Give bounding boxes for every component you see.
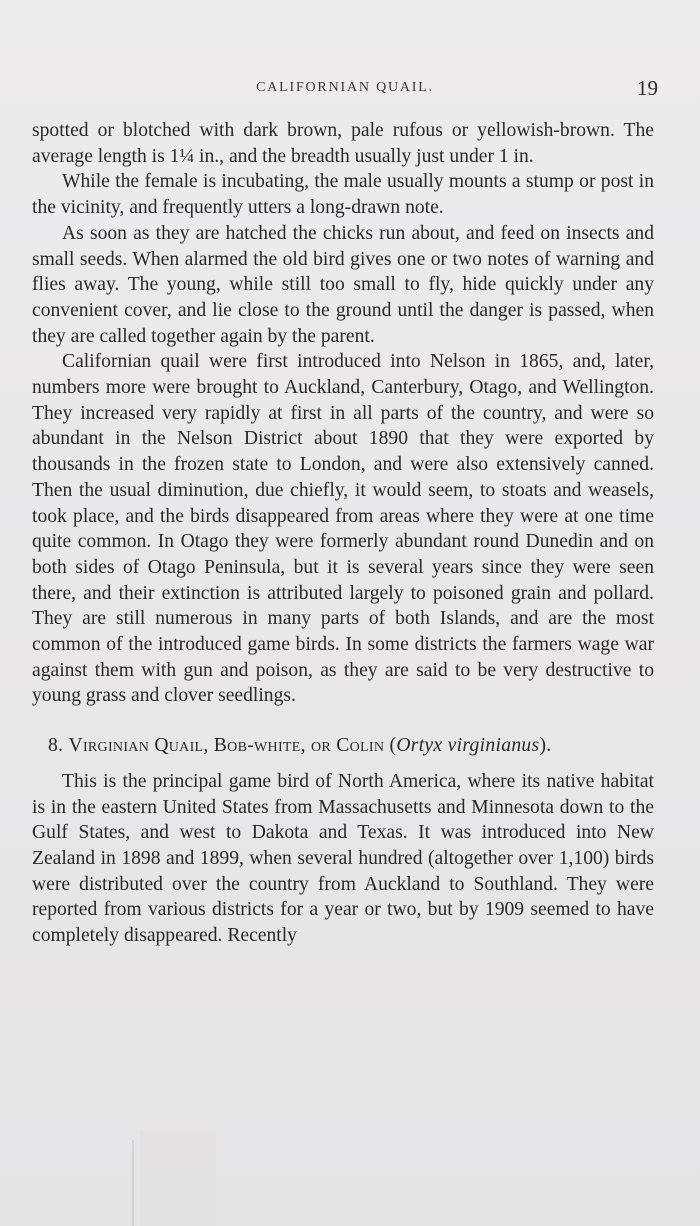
section-number: 8. xyxy=(48,735,64,757)
paragraph-incubation: While the female is incubating, the male usually mounts a stump or post in the vicinity, and frequently utters a long-drawn note. xyxy=(32,171,654,219)
paragraph-introduction-history: Californian quail were first introduced into Nelson in 1865, and, later, numbers more were brought to Auckland, Canterbury, Otago, and Wellington. They increased very rapidly at first in all parts of the country, and were so abundant in the Nelson District about 1890 that they were exported by thousands in the frozen state to London, and were also extensively canned. Then the usual diminution, due chiefly, it would seem, to stoats and weasels, took place, and the birds disappeared from areas where they were at one time quite common. In Otago they were formerly abundant round Dunedin and on both sides of Otago Peninsula, but it is several years since they were seen there, and their extinction is attributed largely to poisoned grain and pollard. They are still numerous in many parts of both Islands, and are the most common of the introduced game birds. In some districts the farmers wage war against them with gun and poison, as they are said to be very destructive to young grass and clover seedlings. xyxy=(32,351,654,707)
paragraph-egg-description: spotted or blotched with dark brown, pale rufous or yellowish-brown. The average length is 1¼ in., and the breadth usually just under 1 in. xyxy=(32,120,654,167)
paper-blemish xyxy=(132,1140,134,1226)
paragraph-virginian-quail: This is the principal game bird of North America, where its native habitat is in the eastern United States from Massachusetts and Minnesota down to the Gulf States, and west to Dakota and Texas. It was introduced into New Zealand in 1898 and 1899, when several hundred (altogether over 1,100) birds were distributed over the country from Auckland to Southland. They were reported from various districts for a year or two, but by 1909 seemed to have completely disappeared. Recently xyxy=(32,770,654,947)
running-head xyxy=(30,76,660,108)
section-heading: 8. Virginian Quail, Bob-white, or Colin (Ortyx virginianus). xyxy=(48,735,552,757)
paragraph-chicks: As soon as they are hatched the chicks run about, and feed on insects and small seeds. When alarmed the old bird gives one or two notes of warning and flies away. The young, while still too small to fly, hide quickly under any convenient cover, and lie close to the ground until the danger is passed, when they are called together again by the parent. xyxy=(32,222,654,347)
section-name: Virginian Quail, Bob-white, or Colin xyxy=(68,735,385,757)
paper-stain xyxy=(140,1130,216,1226)
body-text xyxy=(32,118,654,949)
running-title: CALIFORNIAN QUAIL. xyxy=(256,80,434,95)
scientific-name: Ortyx virginianus xyxy=(396,735,540,757)
page-number: 19 xyxy=(637,76,658,100)
